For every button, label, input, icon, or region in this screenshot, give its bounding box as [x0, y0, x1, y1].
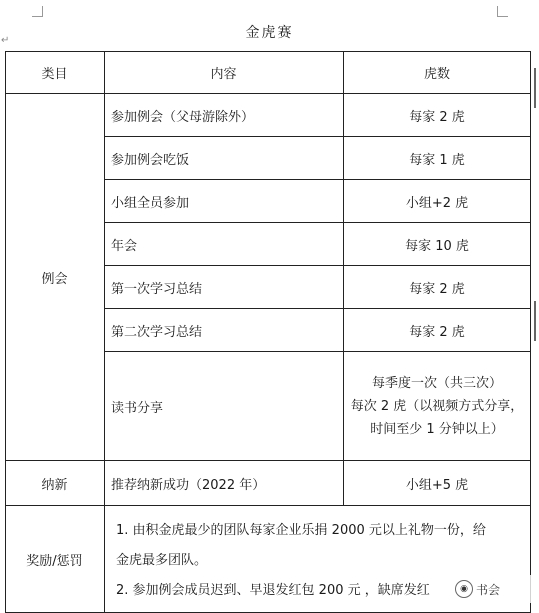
row-content: 参加例会吃饭 — [111, 152, 190, 168]
group-label-recruit: 纳新 — [41, 477, 68, 493]
reward-line: 2. 参加例会成员迟到、早退发红包 200 元 ，缺席发红 — [116, 583, 430, 598]
reading-tigers-line: 时间至少 1 分钟以上） — [370, 421, 504, 437]
paragraph-mark-icon: ↵ — [1, 35, 10, 46]
reading-tigers — [343, 352, 531, 460]
row-tigers: 每家 2 虎 — [409, 324, 465, 340]
margin-corner-mark-left — [32, 6, 43, 17]
scroll-marker-top — [534, 68, 536, 108]
recruit-content: 推荐纳新成功（2022 年） — [111, 477, 266, 493]
row-tigers: 每家 1 虎 — [409, 152, 465, 168]
recruit-tigers: 小组+5 虎 — [405, 477, 469, 493]
row-content: 小组全员参加 — [111, 195, 190, 211]
row-tigers: 每家 2 虎 — [409, 109, 465, 125]
scroll-marker-bottom — [534, 301, 536, 341]
reading-tigers-line: 每季度一次（共三次） — [371, 375, 502, 391]
header-tigers: 虎数 — [423, 66, 450, 82]
document-title: 金虎赛 — [245, 25, 294, 41]
row-tigers: 每家 2 虎 — [409, 281, 465, 297]
header-category: 类目 — [41, 66, 68, 82]
header-content: 内容 — [210, 66, 237, 82]
watermark — [455, 575, 539, 603]
group-label-meeting: 例会 — [41, 271, 68, 287]
row-tigers: 每家 10 虎 — [405, 238, 469, 254]
reward-line: 1. 由积金虎最少的团队每家企业乐捐 2000 元以上礼物一份，给 — [116, 523, 486, 538]
watermark-text: 书会 — [476, 582, 501, 597]
row-content: 第一次学习总结 — [111, 281, 203, 297]
row-content: 年会 — [111, 238, 138, 254]
reading-tigers-line: 每次 2 虎（以视频方式分享， — [350, 398, 524, 414]
reward-line: 金虎最多团队。 — [116, 553, 208, 568]
watermark-logo-icon: ◉ — [455, 580, 473, 598]
margin-corner-mark-right — [497, 6, 508, 17]
reading-content: 读书分享 — [111, 400, 164, 416]
row-content: 第二次学习总结 — [111, 324, 203, 340]
row-content: 参加例会（父母游除外） — [111, 109, 255, 125]
row-tigers: 小组+2 虎 — [405, 195, 469, 211]
group-label-reward: 奖励/惩罚 — [26, 553, 83, 569]
